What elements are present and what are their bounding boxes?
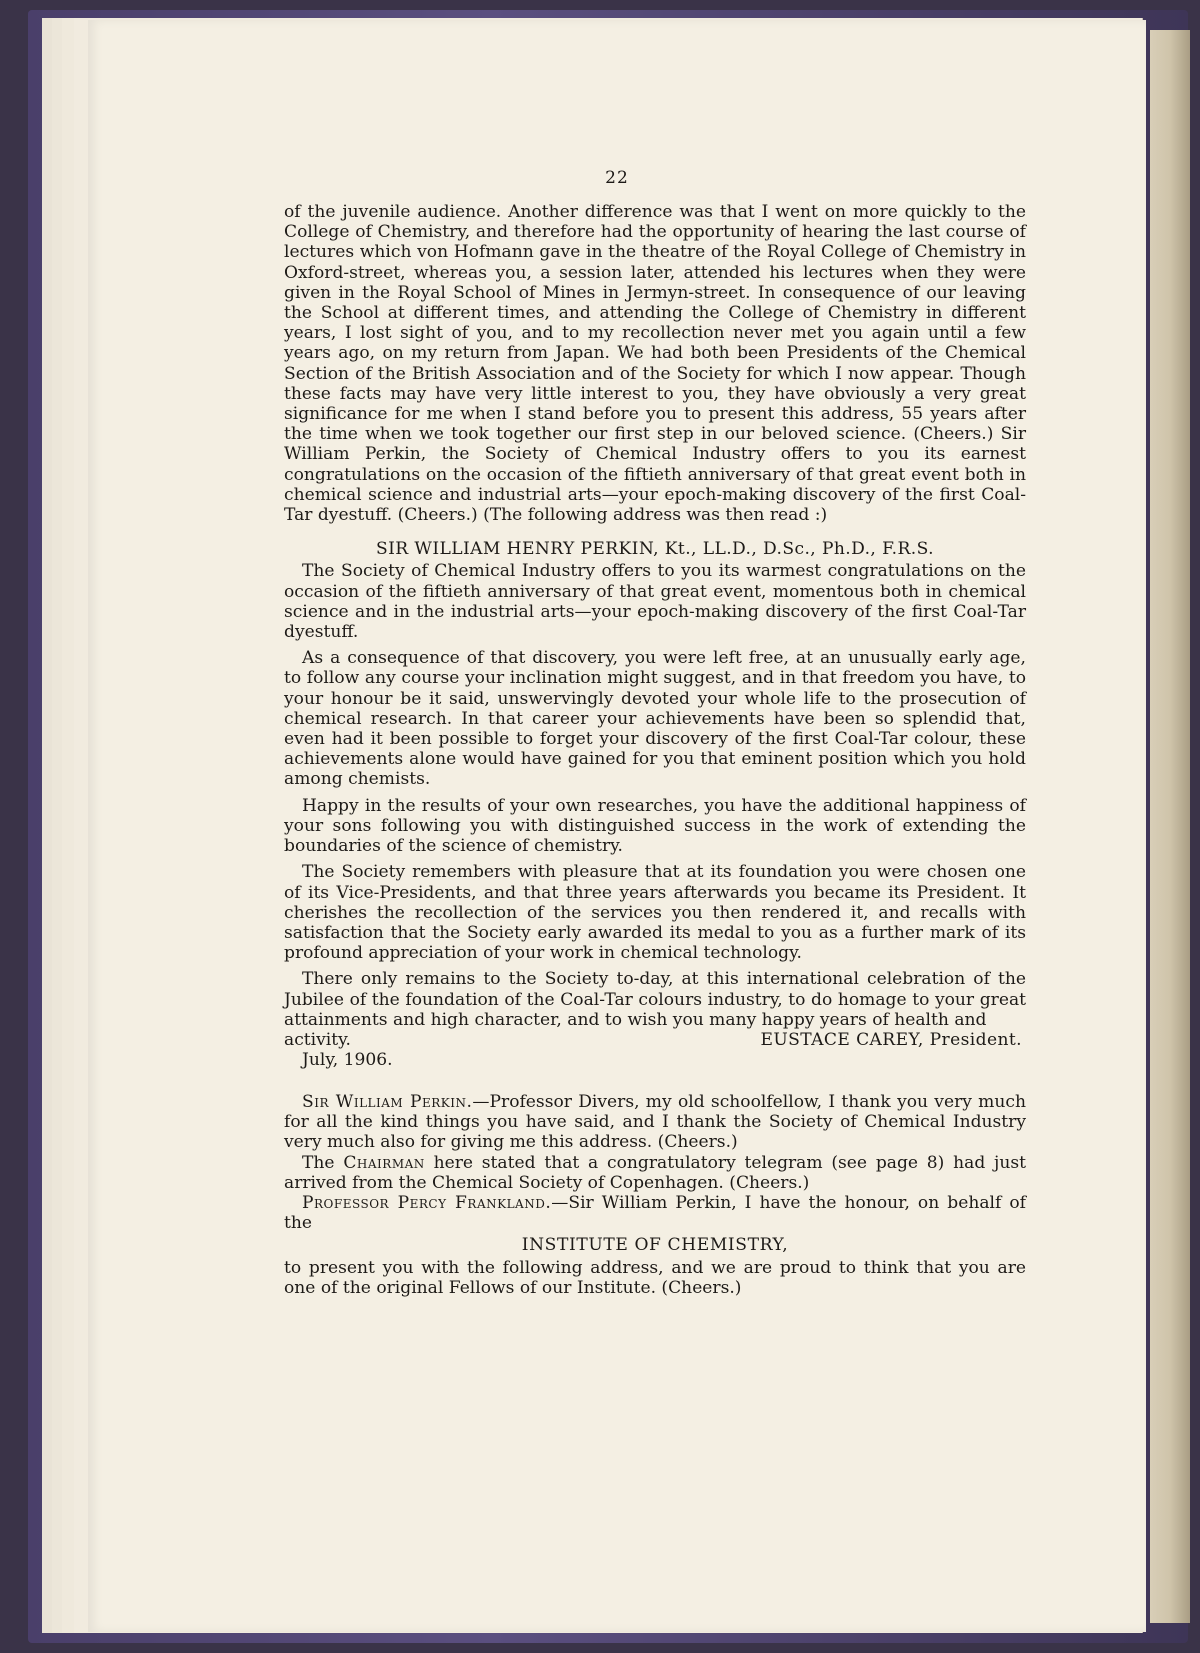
speaker-name: Sir William Perkin. — [302, 1091, 473, 1112]
address-paragraph: The Society of Chemical Industry offers to you its warmest congratulations on the occasion of the fiftieth anniversary of that great event, momentous both in chemical science and in the industrial arts—your epoch-making discovery of the first Coal-Tar dyestuff. — [284, 561, 1026, 643]
frankland-text: —Sir William Perkin, I have the honour, on behalf of the — [284, 1192, 1026, 1234]
signature-block — [284, 1030, 1026, 1070]
intro-paragraph: of the juvenile audience. Another difference was that I went on more quickly to the College of Chemistry, and therefore had the opportunity of hearing the last course of lectures which von Hofmann gave in the theatre of the Royal College of Chemistry in Oxford-street, whereas you, a session later, attended his lectures when they were given in the Royal School of Mines in Jermyn-street. In consequence of our leaving the School at different times, and attending the College of Chemistry in different years, I lost sight of you, and to my recollection never met you again until a few years ago, on my return from Japan. We had both been Presidents of the Chemical Section of the British Association and of the Society for which I now appear. Though these facts may have very little interest to you, they have obviously a very great significance for me when I stand before you to present this address, 55 years after the time when we took together our first step in our beloved science. (Cheers.) Sir William Perkin, the Society of Chemical Industry offers to you its earnest congratulations on the occasion of the fiftieth anniversary of that great event both in chemical science and industrial arts—your epoch-making discovery of the first Coal-Tar dyestuff. (Cheers.) (The following address was then read :) — [284, 202, 1026, 526]
chairman-paragraph — [284, 1153, 1026, 1193]
speaker-name: Professor Percy Frankland. — [302, 1192, 552, 1213]
facing-page-edge — [1150, 30, 1190, 1623]
reply-paragraph — [284, 1092, 1026, 1153]
closing-word: activity. — [284, 1029, 351, 1050]
chairman-text: here stated that a congratulatory telegram (see page 8) had just arrived from the Chemical Society of Copenhagen. (Cheers.) — [284, 1152, 1027, 1193]
chairman-article: The — [302, 1152, 335, 1173]
address-paragraph: Happy in the results of your own researches, you have the additional happiness of your sons following you with distinguished success in the work of extending the boundaries of the science of chemistry. — [284, 795, 1026, 857]
page-number: 22 — [605, 168, 629, 188]
address-paragraph: As a consequence of that discovery, you were left free, at an unusually early age, to follow any course your inclination might suggest, and in that freedom you have, to your honour be it said, unswervingly devoted your whole life to the prosecution of chemical research. In that career your achievements have been so splendid that, even had it been possible to forget your discovery of the first Coal-Tar colour, these achievements alone would have gained for you that eminent position which you hold among chemists. — [284, 648, 1026, 790]
page-content — [284, 202, 1026, 1298]
address-paragraph: The Society remembers with pleasure that at its foundation you were chosen one of its Vice-Presidents, and that three years afterwards you became its President. It cherishes the recollection of the services you then rendered it, and recalls with satisfaction that the Society early awarded its medal to you as a further mark of its profound appreciation of your work in chemical technology. — [284, 862, 1026, 964]
book-page — [88, 20, 1146, 1632]
closing-paragraph: to present you with the following address, and we are proud to think that you are one of the original Fellows of our Institute. (Cheers.) — [284, 1257, 1026, 1298]
address-heading: SIR WILLIAM HENRY PERKIN, Kt., LL.D., D.Sc., Ph.D., F.R.S. — [376, 539, 934, 560]
frankland-paragraph — [284, 1193, 1026, 1233]
institute-heading: INSTITUTE OF CHEMISTRY, — [521, 1235, 789, 1256]
address-date: July, 1906. — [302, 1049, 393, 1070]
section-spacer — [284, 1070, 1026, 1092]
signature: EUSTACE CAREY, President. — [760, 1029, 1022, 1050]
reply-text: —Professor Divers, my old schoolfellow, I thank you very much for all the kind things you have said, and I thank the Society of Chemical Industry very much also for giving me this address. (Cheers.) — [284, 1091, 1026, 1153]
address-paragraph: There only remains to the Society to-day, at this international celebration of the Jubilee of the foundation of the Coal-Tar colours industry, to do homage to your great attainments and high character, and to wish you many happy years of health and — [284, 969, 1026, 1030]
speaker-name: Chairman — [343, 1152, 425, 1173]
